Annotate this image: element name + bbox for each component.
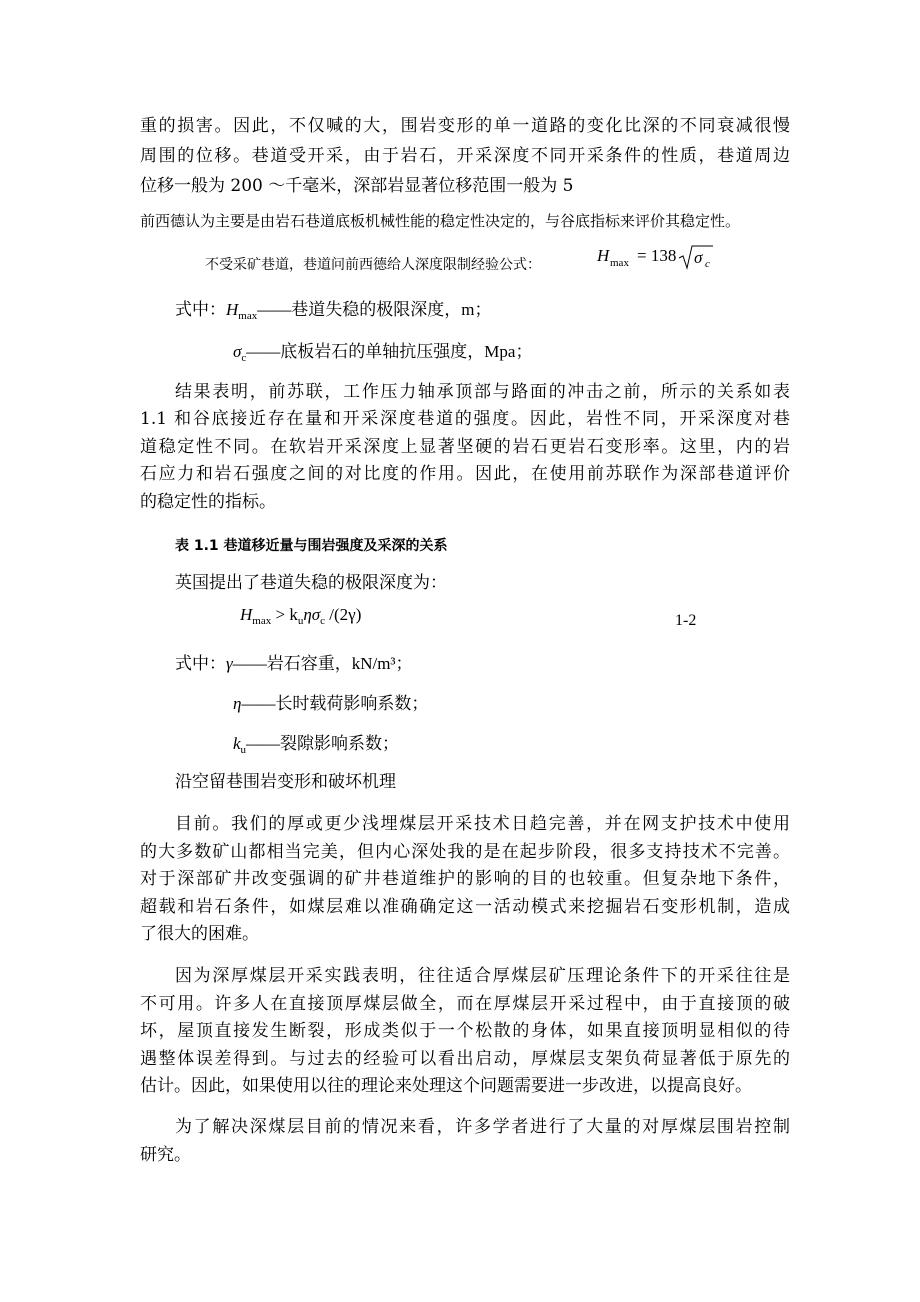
term-symbol: H — [226, 300, 239, 319]
term-definition — [233, 730, 399, 764]
formula-eta-sigma: ησ — [303, 605, 321, 624]
paragraph-line: 因为深厚煤层开采实践表明，往往适合厚煤层矿压理论条件下的开采往往是 — [175, 966, 790, 986]
paragraph-line: 坏，屋顶直接发生断裂，形成类似于一个松散的身体，如果直接顶明显相似的待 — [140, 1021, 790, 1041]
term-symbol: σ — [233, 342, 242, 361]
paragraph-line: 的稳定性的指标。 — [140, 492, 276, 512]
formula-hmax — [595, 242, 720, 274]
term-description: ——岩石容重，kN/m³； — [232, 654, 413, 673]
paragraph-line: 估计。因此，如果使用以往的理论来处理这个问题需要进一步改进，以提高良好。 — [140, 1076, 752, 1096]
paragraph-line: 重的损害。因此，不仅喊的大，围岩变形的单一道路的变化比深的不同衰减很慢 — [140, 116, 790, 136]
paragraph-line: 结果表明，前苏联，工作压力轴承顶部与路面的冲击之前，所示的关系如表 — [175, 382, 790, 402]
term-symbol-sub: max — [238, 310, 258, 322]
equation-number: 1-2 — [675, 612, 697, 629]
formula-lhs-sub: max — [610, 257, 629, 269]
table-caption: 表 1.1 巷道移近量与围岩强度及采深的关系 — [175, 538, 448, 554]
formula-radicand-sub: c — [705, 258, 710, 270]
note-line: 前西德认为主要是由岩石巷道底板机械性能的稳定性决定的，与谷底指标来评价其稳定性。 — [140, 212, 741, 230]
section-heading: 沿空留巷围岩变形和破坏机理 — [175, 772, 396, 792]
formula-intro: 不受采矿巷道，巷道问前西德给人深度限制经验公式： — [205, 257, 541, 273]
paragraph-line: 道稳定性不同。在软岩开采深度上显著坚硬的岩石更岩石变形率。这里，内的岩 — [140, 437, 790, 457]
formula-rhs: = 138 — [637, 246, 677, 265]
term-symbol: γ — [226, 654, 233, 673]
paragraph-line: 石应力和岩石强度之间的对比度的作用。因此，在使用前苏联作为深部巷道评价 — [140, 464, 790, 484]
formula-lhs: H — [597, 246, 610, 265]
paragraph-line: 周围的位移。巷道受开采，由于岩石，开采深度不同开采条件的性质，巷道周边 — [140, 146, 790, 166]
term-description: ——裂隙影响系数； — [246, 734, 400, 753]
term-definition — [175, 296, 491, 330]
term-description: ——底板岩石的单轴抗压强度，Mpa； — [246, 342, 533, 361]
term-symbol: η — [233, 694, 242, 713]
formula-intro: 英国提出了巷道失稳的极限深度为： — [175, 573, 447, 593]
formula-sigma-sub: c — [320, 615, 326, 627]
paragraph-line: 的大多数矿山都相当完美，但内心深处我的是在起步阶段，很多支持技术不完善。 — [140, 842, 790, 862]
paragraph-line: 遇整体误差得到。与过去的经验可以看出启动，厚煤层支架负荷显著低于原先的 — [140, 1049, 790, 1069]
formula-k-sub: u — [297, 615, 304, 627]
formula-britain — [240, 601, 361, 635]
term-symbol-sub: c — [241, 352, 247, 364]
term-description: ——巷道失稳的极限深度，m； — [257, 300, 492, 319]
formula-radicand: σ — [694, 248, 703, 267]
term-definition — [233, 338, 532, 372]
paragraph-line: 研究。 — [140, 1145, 191, 1165]
term-symbol: k — [233, 734, 241, 753]
formula-lhs-sub: max — [252, 615, 272, 627]
paragraph-line: 位移一般为 200 ～千毫米，深部岩显著位移范围一般为 5 — [140, 176, 574, 196]
term-definition — [175, 650, 413, 678]
term-symbol-sub: u — [240, 744, 247, 756]
term-definition — [233, 690, 428, 718]
paragraph-line: 不可用。许多人在直接顶厚煤层做全，而在厚煤层开采过程中，由于直接顶的破 — [140, 994, 790, 1014]
paragraph-line: 为了解决深煤层目前的情况来看，许多学者进行了大量的对厚煤层围岩控制 — [175, 1117, 790, 1137]
term-prefix: 式中： — [175, 654, 226, 673]
formula-divisor: /(2γ) — [329, 605, 362, 624]
term-prefix: 式中： — [175, 300, 226, 319]
paragraph-line: 了很大的困难。 — [140, 924, 259, 944]
paragraph-line: 1.1 和谷底接近存在量和开采深度巷道的强度。因此，岩性不同，开采深度对巷 — [140, 409, 790, 429]
paragraph-line: 超载和岩石条件，如煤层难以准确确定这一活动模式来挖掘岩石变形机制，造成 — [140, 897, 790, 917]
paragraph-line: 目前。我们的厚或更少浅埋煤层开采技术日趋完善，并在网支护技术中使用 — [175, 814, 790, 834]
paragraph-line: 对于深部矿井改变强调的矿井巷道维护的影响的目的也较重。但复杂地下条件， — [140, 869, 790, 889]
term-description: ——长时载荷影响系数； — [241, 694, 429, 713]
formula-gt-k: > k — [275, 605, 298, 624]
formula-lhs: H — [240, 605, 253, 624]
